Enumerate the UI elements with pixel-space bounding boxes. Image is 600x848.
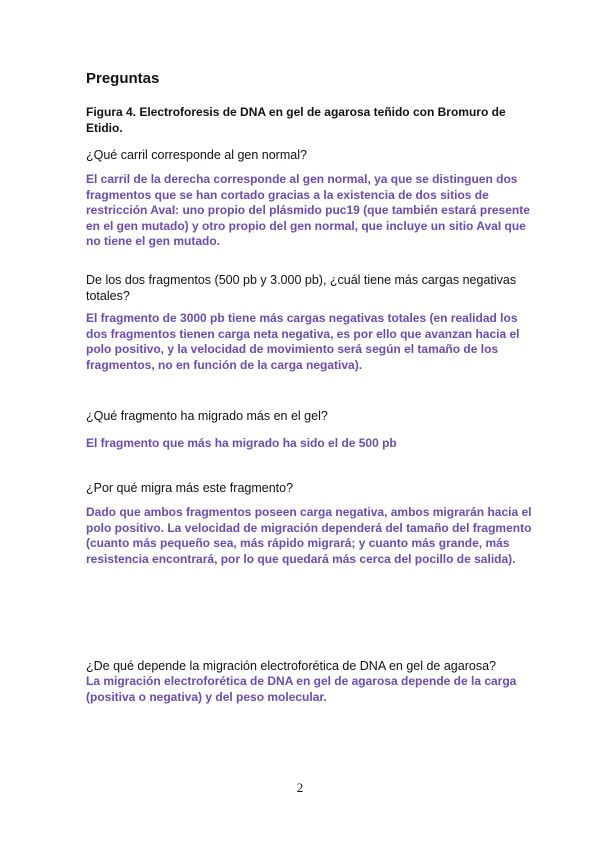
answer-5: La migración electroforética de DNA en gel de agarosa depende de la carga (positiva o negativa) y del peso molecular. (86, 674, 517, 704)
question-3: ¿Qué fragmento ha migrado más en el gel? (86, 409, 328, 423)
page-number: 2 (296, 780, 304, 795)
answer-3: El fragmento que más ha migrado ha sido el de 500 pb (86, 436, 397, 450)
question-1: ¿Qué carril corresponde al gen normal? (86, 148, 307, 162)
answer-1: El carril de la derecha corresponde al gen normal, ya que se distinguen dos fragmentos que se han cortado gracias a la existencia de dos sitios de restricción AvaI: uno propio del plásmido puc19 (que también estará presente en el gen mutado) y otro propio del gen normal, que incluye un sitio AvaI que no tiene el gen mutado. (86, 172, 530, 248)
question-5: ¿De qué depende la migración electroforética de DNA en gel de agarosa? (86, 659, 496, 673)
question-4: ¿Por qué migra más este fragmento? (86, 481, 294, 495)
answer-2: El fragmento de 3000 pb tiene más cargas negativas totales (en realidad los dos fragmentos tienen carga neta negativa, es por ello que avanzan hacia el polo positivo, y la velocidad de movimiento será según el tamaño de los fragmentos, no en función de la carga negativa). (86, 311, 520, 372)
section-heading: Preguntas (86, 70, 160, 87)
answer-4: Dado que ambos fragmentos poseen carga negativa, ambos migrarán hacia el polo positivo. La velocidad de migración dependerá del tamaño del fragmento (cuanto más pequeño sea, más rápido migrará; y cuanto más grande, más resistencia encontrará, por lo que quedará más cerca del pocillo de salida). (86, 505, 532, 566)
figure-caption: Figura 4. Electroforesis de DNA en gel de agarosa teñido con Bromuro de Etidio. (86, 105, 506, 135)
question-2: De los dos fragmentos (500 pb y 3.000 pb), ¿cuál tiene más cargas negativas totales? (86, 273, 517, 303)
